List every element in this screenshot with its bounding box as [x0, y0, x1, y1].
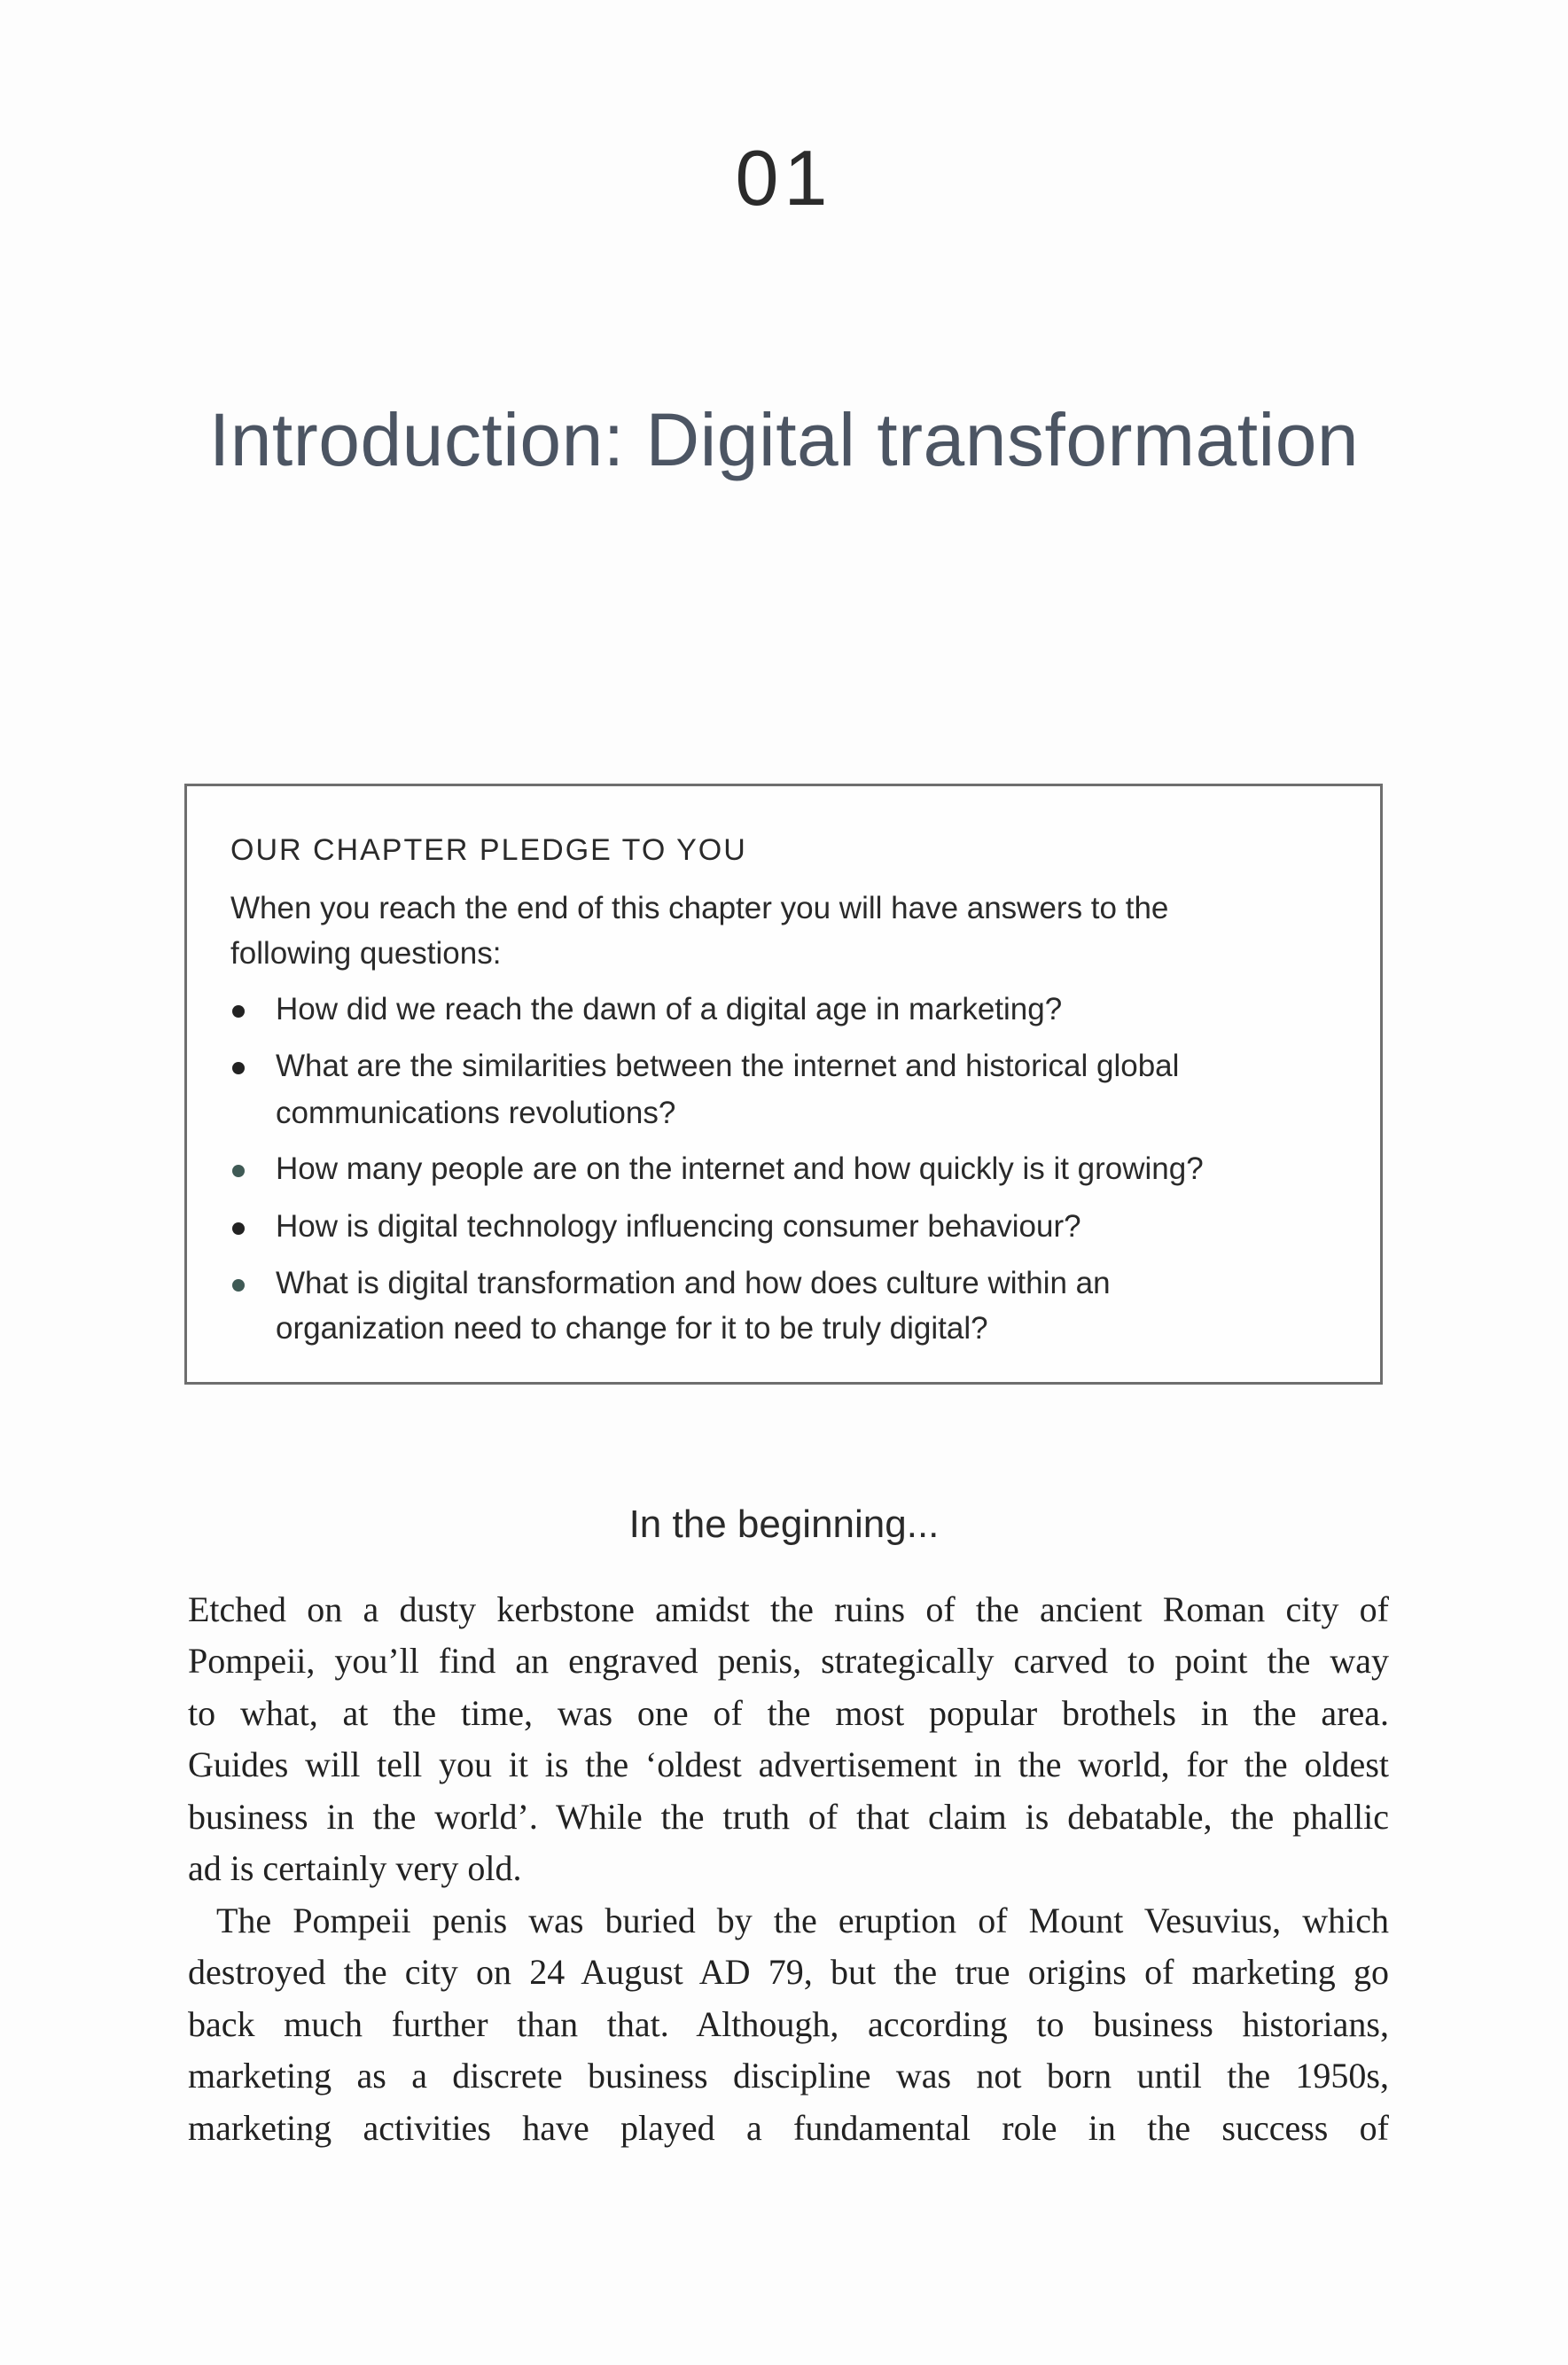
body-line: Guides will tell you it is the ‘oldest advertisement in the world, for the oldest: [188, 1744, 1389, 1784]
bullet-icon: [232, 1165, 245, 1177]
body-line: back much further than that. Although, according to business historians,: [188, 2004, 1389, 2044]
body-line: to what, at the time, was one of the most popular brothels in the area.: [188, 1693, 1389, 1733]
bullet-icon: [232, 1005, 245, 1018]
chapter-title: Introduction: Digital transformation: [208, 398, 1360, 481]
pledge-item-continuation: organization need to change for it to be truly digital?: [276, 1311, 988, 1346]
pledge-heading: OUR CHAPTER PLEDGE TO YOU: [230, 833, 747, 867]
pledge-item: How did we reach the dawn of a digital age in marketing?: [276, 992, 1063, 1026]
pledge-intro-line: When you reach the end of this chapter you will have answers to the: [230, 891, 1169, 925]
body-line: marketing activities have played a fundamental role in the success of: [188, 2108, 1389, 2148]
bullet-icon: [232, 1062, 245, 1074]
pledge-item: How is digital technology influencing consumer behaviour?: [276, 1209, 1081, 1244]
body-line: marketing as a discrete business discipline was not born until the 1950s,: [188, 2056, 1389, 2096]
body-line: business in the world’. While the truth of that claim is debatable, the phallic: [188, 1797, 1389, 1837]
chapter-number: 01: [735, 134, 833, 222]
section-heading: In the beginning...: [628, 1503, 940, 1546]
bullet-icon: [232, 1279, 245, 1292]
pledge-item: What is digital transformation and how does culture within an: [276, 1266, 1111, 1300]
body-line: destroyed the city on 24 August AD 79, but the true origins of marketing go: [188, 1952, 1389, 1992]
pledge-intro-line: following questions:: [230, 936, 502, 971]
pledge-item: What are the similarities between the internet and historical global: [276, 1049, 1180, 1083]
body-line: Etched on a dusty kerbstone amidst the ruins of the ancient Roman city of: [188, 1589, 1389, 1629]
pledge-item-continuation: communications revolutions?: [276, 1096, 676, 1130]
bullet-icon: [232, 1222, 245, 1235]
body-line: Pompeii, you’ll find an engraved penis, strategically carved to point the way: [188, 1641, 1389, 1681]
body-line-indented: The Pompeii penis was buried by the eruption of Mount Vesuvius, which: [216, 1901, 1389, 1940]
body-line: ad is certainly very old.: [188, 1848, 522, 1888]
pledge-item: How many people are on the internet and how quickly is it growing?: [276, 1151, 1204, 1186]
